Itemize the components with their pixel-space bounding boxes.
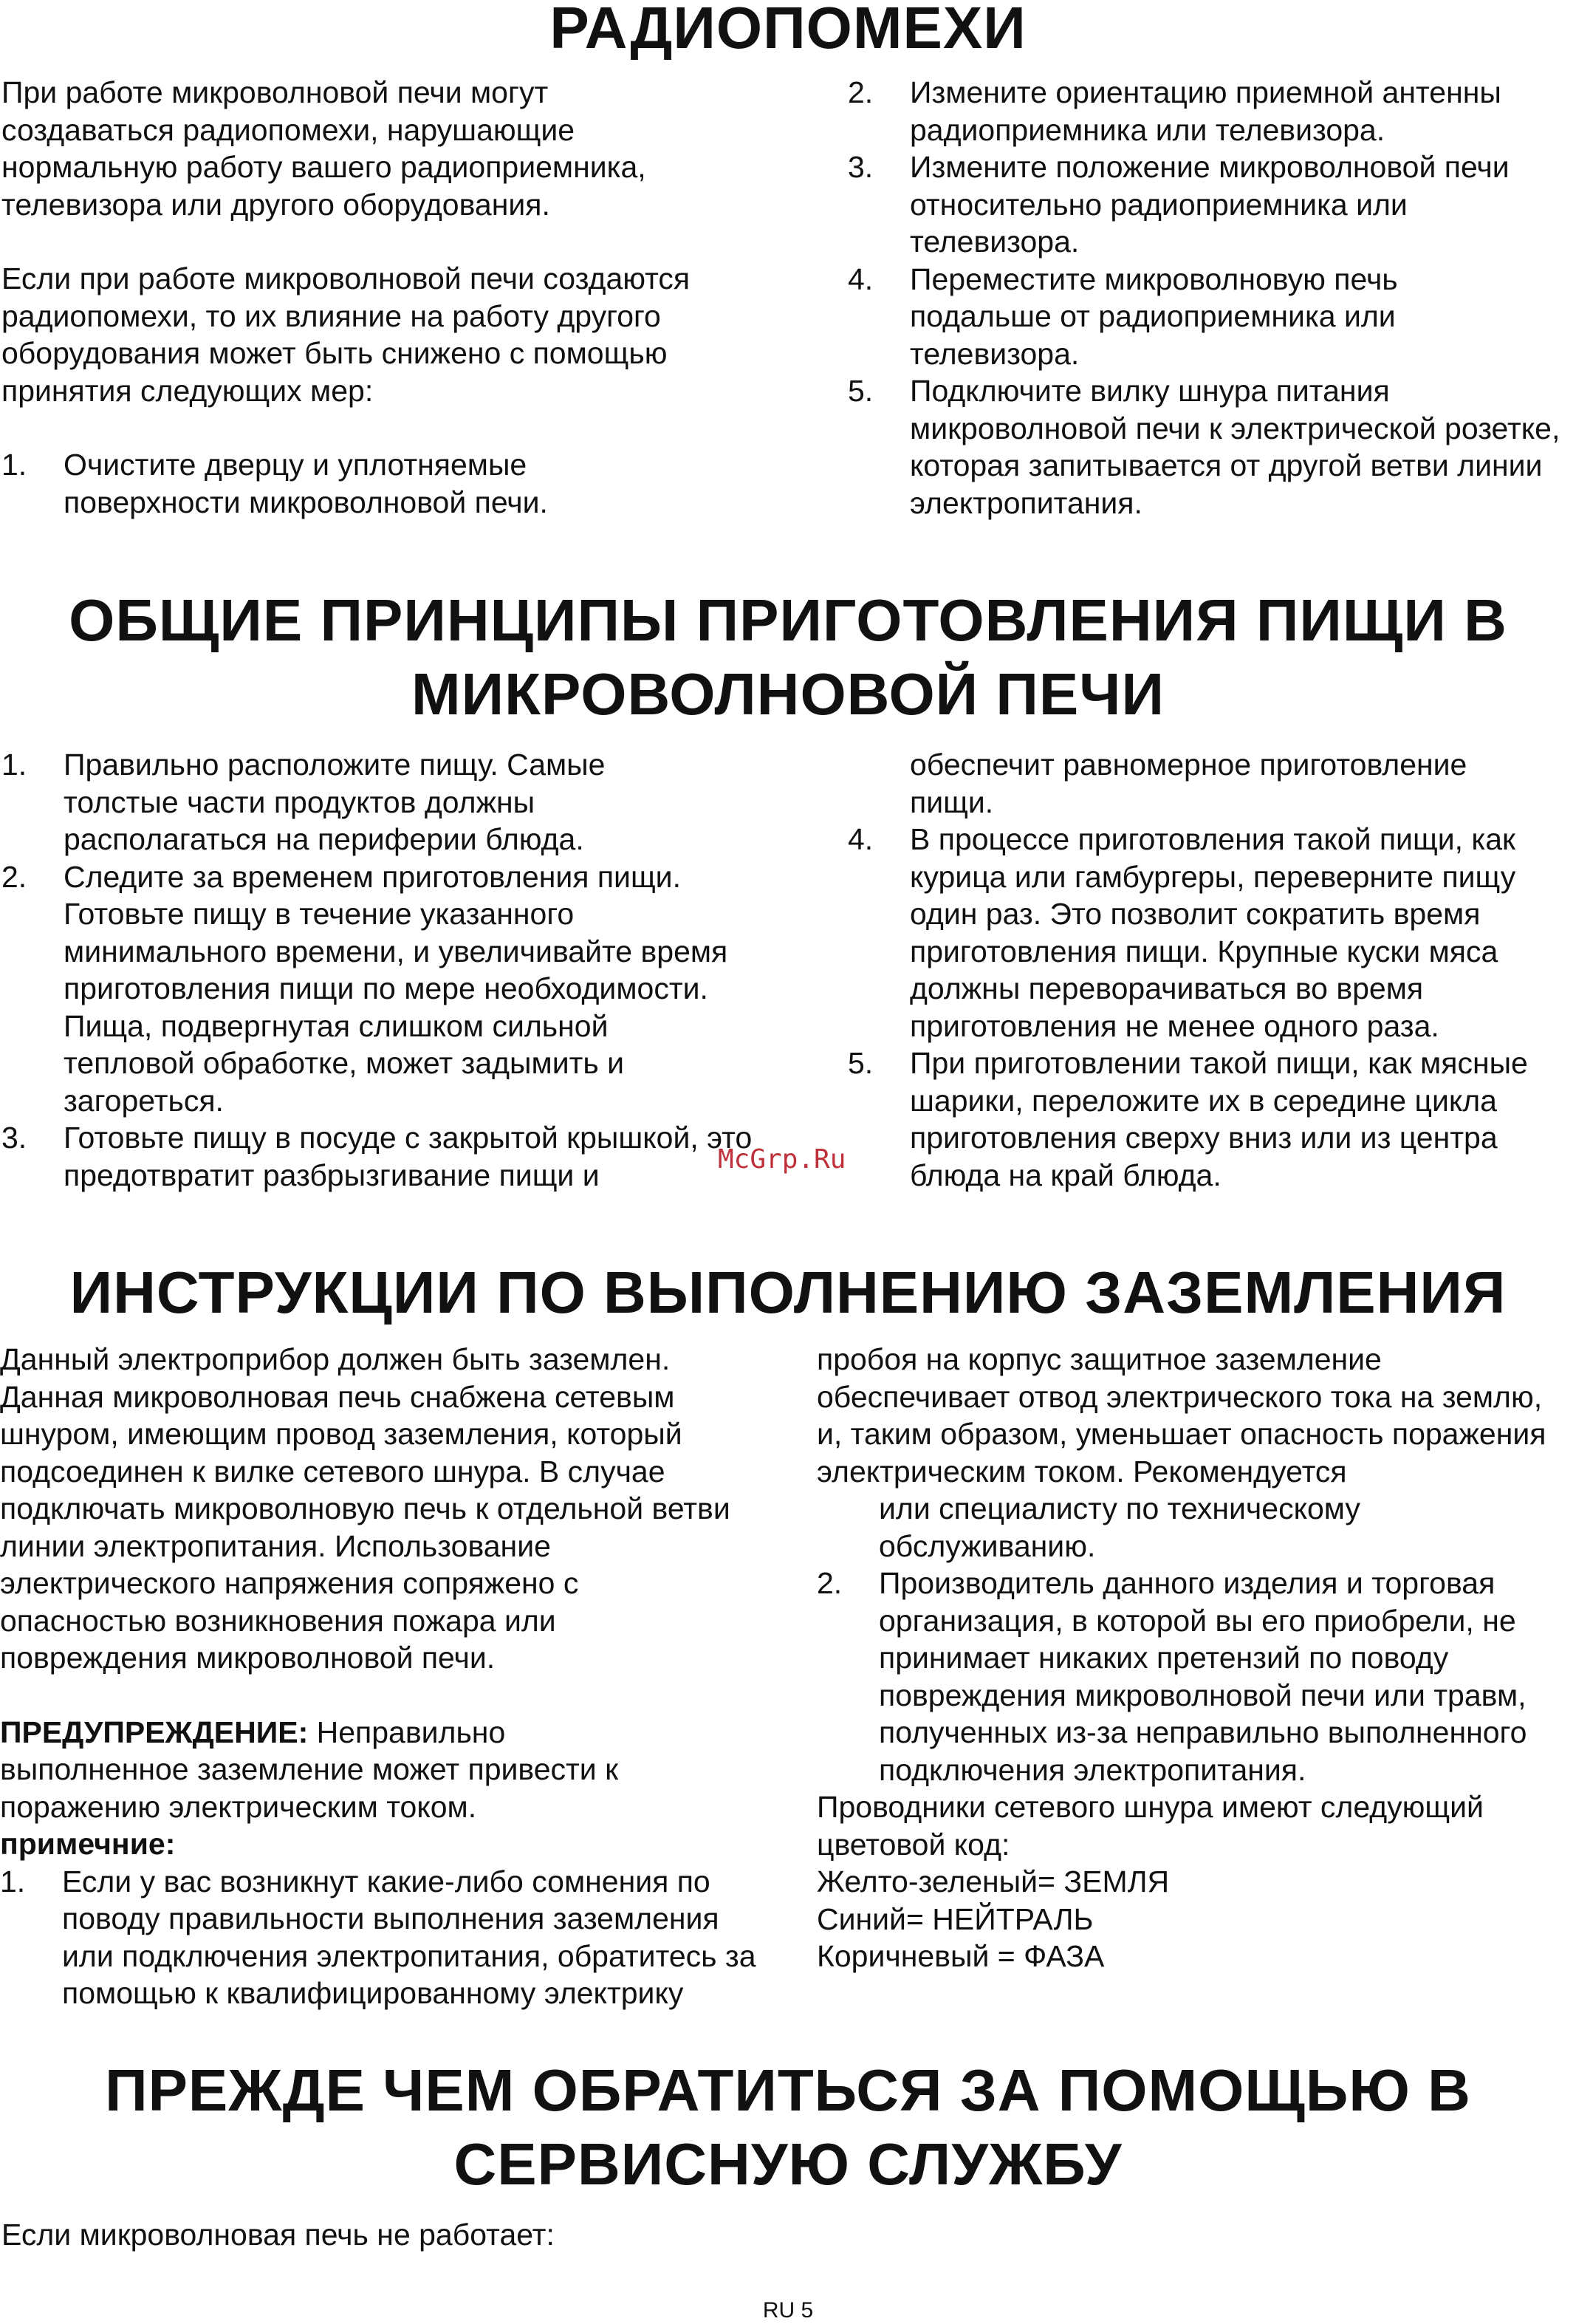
list-item: 3. Готовьте пищу в посуде с закрытой крышкой, это предотвратит разбрызгивание пищи и — [1, 1121, 753, 1192]
warning-label: ПРЕДУПРЕЖДЕНИЕ: — [0, 1715, 309, 1749]
list-item: 4. Переместите микроволновую печь подальше от радиоприемника или телевизора. — [848, 262, 1398, 371]
grounding-continued-paragraph: пробоя на корпус защитное заземление обеспечивает отвод электрического тока на землю, и, таким образом, уменьшает опасность поражения электрическим током. Рекомендуется — [817, 1342, 1546, 1489]
list-item-continuation: или специалисту по техническому обслуживанию. — [879, 1491, 1360, 1563]
heading-before-service: ПРЕЖДЕ ЧЕМ ОБРАТИТЬСЯ ЗА ПОМОЩЬЮ В СЕРВИСНУЮ СЛУЖБУ — [105, 2057, 1471, 2197]
heading-cooking-principles: ОБЩИЕ ПРИНЦИПЫ ПРИГОТОВЛЕНИЯ ПИЩИ В МИКРОВОЛНОВОЙ ПЕЧИ — [69, 587, 1507, 727]
list-item: 2. Измените ориентацию приемной антенны радиоприемника или телевизора. — [848, 75, 1501, 147]
heading-radio-interference: РАДИОПОМЕХИ — [549, 0, 1027, 61]
list-item: 3. Измените положение микроволновой печи относительно радиоприемника или телевизора. — [848, 150, 1510, 259]
wire-color-neutral: Синий= НЕЙТРАЛЬ — [817, 1901, 1094, 1936]
wire-color-ground: Желто-зеленый= ЗЕМЛЯ — [817, 1865, 1170, 1898]
heading-grounding-instructions: ИНСТРУКЦИИ ПО ВЫПОЛНЕНИЮ ЗАЗЕМЛЕНИЯ — [69, 1260, 1507, 1325]
list-item: 5. Подключите вилку шнура питания микроволновой печи к электрической розетке, которая запитывается от другой ветви линии электропитания. — [848, 374, 1560, 520]
note-label: примечние: — [0, 1827, 176, 1861]
grounding-left-column — [0, 1341, 783, 2012]
radio-right-column — [848, 74, 1576, 522]
grounding-right-column — [817, 1341, 1576, 1975]
grounding-paragraph: Данный электроприбор должен быть заземлен. Данная микроволновая печь снабжена сетевым шнуром, имеющим провод заземления, который подсоединен к вилке сетевого шнура. В случае подключать микроволновую печь к отдельной ветви линии электропитания. Использование электрического напряжения сопряжено с опасностью возникновения пожара или повреждения микроволновой печи. — [0, 1342, 730, 1675]
list-item: 1. Если у вас возникнут какие-либо сомнения по поводу правильности выполнения заземления или подключения электропитания, обратитесь за помощью к квалифицированному электрику — [0, 1864, 756, 2010]
service-column — [1, 2216, 740, 2254]
list-item: 5. При приготовлении такой пищи, как мясные шарики, переложите их в середине цикла приготовления сверху вниз или из центра блюда на край блюда. — [848, 1046, 1528, 1192]
cooking-right-column — [848, 746, 1576, 1194]
wire-color-phase: Коричневый = ФАЗА — [817, 1939, 1105, 1973]
list-item: 1. Правильно расположите пищу. Самые толстые части продуктов должны располагаться на периферии блюда. — [1, 748, 606, 856]
list-item: 1. Очистите дверцу и уплотняемые поверхности микроволновой печи. — [1, 448, 548, 519]
service-intro: Если микроволновая печь не работает: — [1, 2218, 555, 2252]
list-item: 2. Производитель данного изделия и торговая организация, в которой вы его приобрели, не принимает никаких претензий по поводу повреждения микроволновой печи или травм, полученных из-за неправильно выполненного подключения электропитания. — [817, 1566, 1527, 1787]
page-number: RU 5 — [762, 2298, 814, 2323]
watermark: McGrp.Ru — [718, 1144, 846, 1175]
radio-left-column — [1, 74, 755, 521]
radio-intro-paragraph: При работе микроволновой печи могут создаваться радиопомехи, нарушающие нормальную работу вашего радиоприемника, телевизора или другого оборудования. — [1, 75, 646, 222]
cooking-left-column — [1, 746, 755, 1194]
wire-colors-intro: Проводники сетевого шнура имеют следующий цветовой код: — [817, 1790, 1484, 1862]
radio-measures-paragraph: Если при работе микроволновой печи создаются радиопомехи, то их влияние на работу другого оборудования может быть снижено с помощью принятия следующих мер: — [1, 262, 691, 408]
warning-paragraph: ПРЕДУПРЕЖДЕНИЕ: Неправильно выполненное заземление может привести к поражению электрическим током. — [0, 1715, 619, 1824]
list-item: 4. В процессе приготовления такой пищи, как курица или гамбургеры, переверните пищу один раз. Это позволит сократить время приготовления пищи. Крупные куски мяса должны переворачиваться во время приготовления не менее одного раза. — [848, 822, 1516, 1043]
list-item: обеспечит равномерное приготовление пищи. — [910, 748, 1467, 819]
list-item: 2. Следите за временем приготовления пищи. Готовьте пищу в течение указанного минимального времени, и увеличивайте время приготовления пищи по мере необходимости. Пища, подвергнутая слишком сильной тепловой обработке, может задымить и загореться. — [1, 859, 728, 1118]
